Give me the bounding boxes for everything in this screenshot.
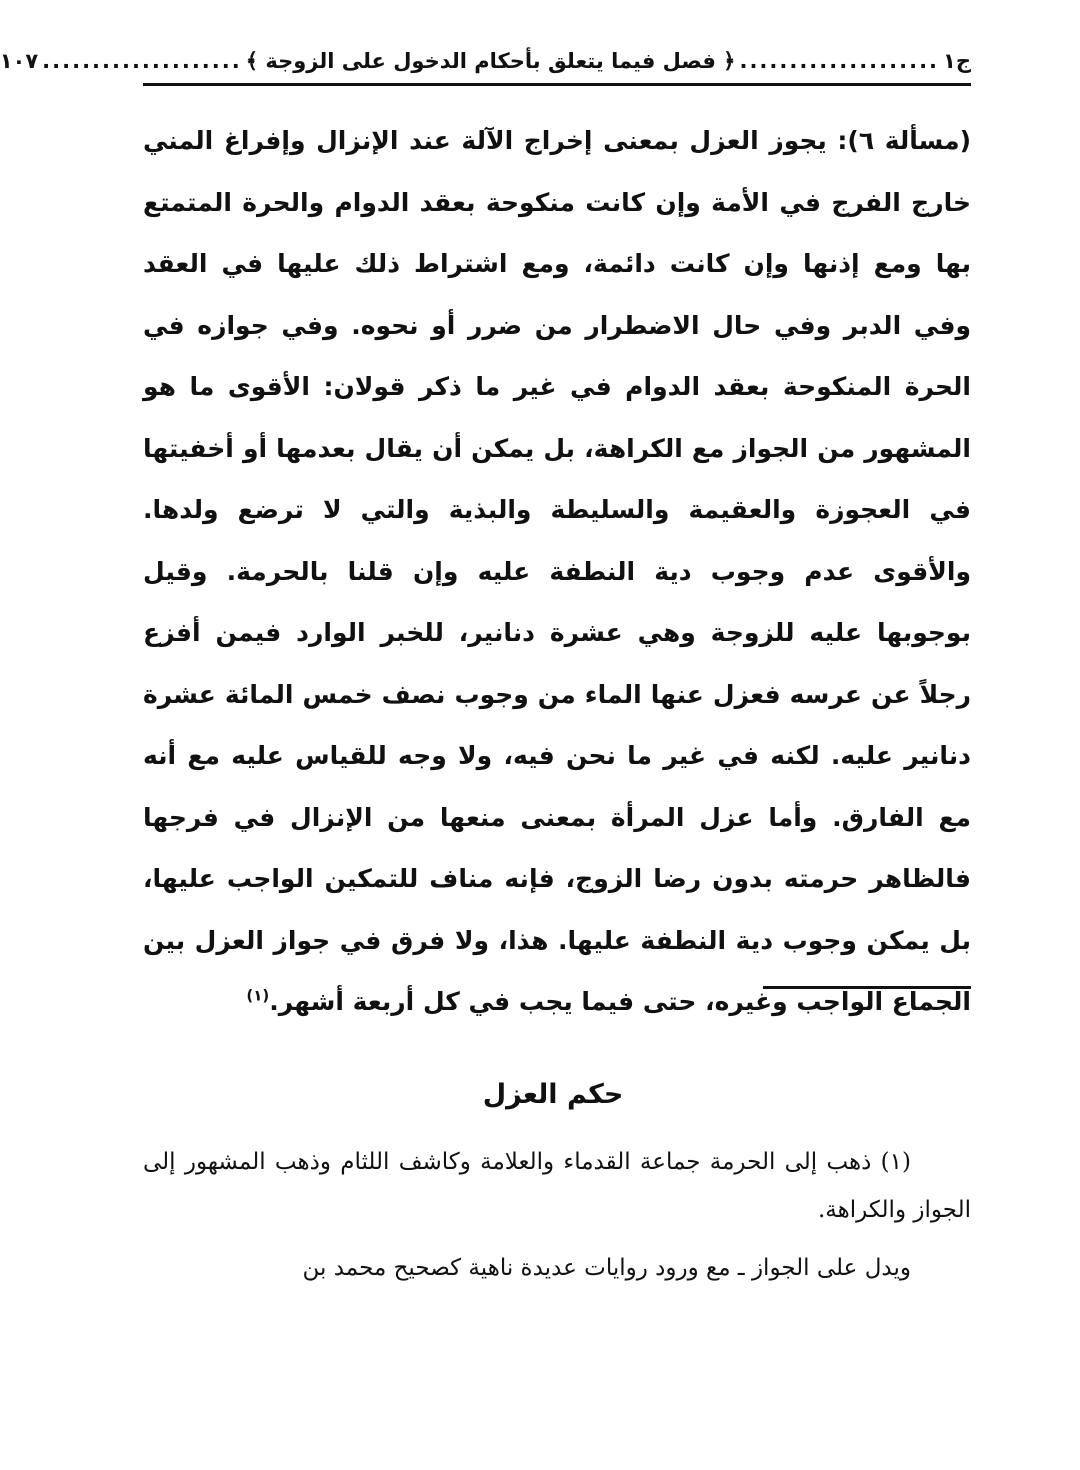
footnote-separator [763, 986, 971, 989]
section-heading: حكم العزل [482, 1079, 624, 1110]
main-paragraph [143, 110, 971, 1033]
running-header [0, 38, 971, 86]
page-number: ١٠٧ [0, 48, 39, 73]
footnote-1: (١) ذهب إلى الحرمة جماعة القدماء والعلامة وكاشف اللثام وذهب المشهور إلى الجواز والكراهة. [143, 1149, 971, 1223]
header-leader-dots-right: .................... [739, 48, 940, 73]
chapter-title: ﴿ فصل فيما يتعلق بأحكام الدخول على الزوجة ﴾ [245, 48, 736, 73]
footnote-1-continued: ويدل على الجواز ـ مع ورود روايات عديدة ناهية كصحيح محمد بن [302, 1255, 911, 1281]
footnote-reference[interactable]: (١) [246, 986, 270, 1005]
header-leader-dots [735, 37, 943, 85]
header-leader-dots-left-wrap [38, 37, 246, 85]
main-paragraph-text: (مسألة ٦): يجوز العزل بمعنى إخراج الآلة عند الإنزال وإفراغ المني خارج الفرج في الأمة وإن كانت منكوحة بعقد الدوام والحرة المتمتع بها ومع إذنها وإن كانت دائمة، ومع اشتراط ذلك عليها في العقد وفي الدبر وفي حال الاضطرار من ضرر أو نحوه. وفي جوازه في الحرة المنكوحة بعقد الدوام في غير ما ذكر قولان: الأقوى ما هو المشهور من الجواز مع الكراهة، بل يمكن أن يقال بعدمها أو أخفيتها في العجوزة والعقيمة والسليطة والبذية والتي لا ترضع ولدها. والأقوى عدم وجوب دية النطفة عليه وإن قلنا بالحرمة. وقيل بوجوبها عليه للزوجة وهي عشرة دنانير، للخبر الوارد فيمن أفزع رجلاً عن عرسه فعزل عنها الماء من وجوب نصف خمس المائة عشرة دنانير عليه. لكنه في غير ما نحن فيه، ولا وجه للقياس عليه مع أنه مع الفارق. وأما عزل المرأة بمعنى منعها من الإنزال في فرجها فالظاهر حرمته بدون رضا الزوج، فإنه مناف للتمكين الواجب عليها، بل يمكن وجوب دية النطفة عليها. هذا، ولا فرق في جواز العزل بين الجماع الواجب وغيره، حتى فيما يجب في كل أربعة أشهر. [143, 126, 971, 1016]
footnotes [143, 1138, 971, 1302]
header-leader-dots-left: .................... [42, 48, 242, 73]
volume-label: ج١ [943, 48, 971, 73]
